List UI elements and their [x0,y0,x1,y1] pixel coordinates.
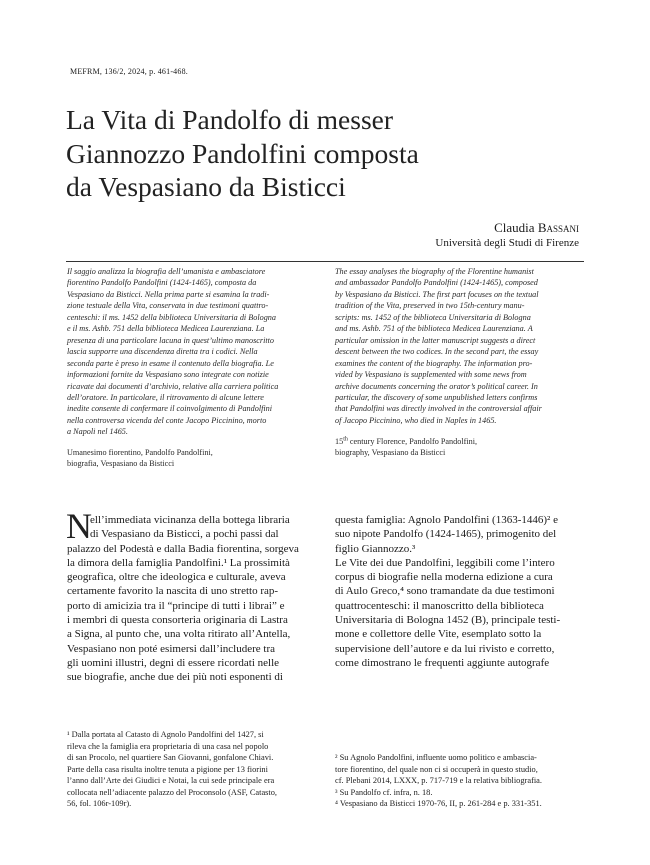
keyword-line: 15th century Florence, Pandolfo Pandolfini, [335,436,478,446]
body-line: Universitaria di Bologna 1452 (B), principale testi- [335,614,561,627]
footnote-line: tore fiorentino, del quale non ci si occuperà in questo studio, [335,764,538,774]
abstract-line: nella controversa vicenda del conte Jacopo Piccinino, morto [67,415,267,425]
author-affiliation: Università degli Studi di Firenze [435,237,579,249]
article-title [66,103,586,204]
abstract-line: of Jacopo Piccinino, who died in Naples in 1465. [335,415,497,425]
drop-cap: N [66,506,92,546]
abstract-line: e il ms. Ashb. 751 della biblioteca Medicea Laurenziana. La [67,324,265,334]
keyword-line: biography, Vespasiano da Bisticci [335,448,446,458]
body-line: geografica, oltre che ideologica e culturale, aveva [67,571,286,584]
abstract-line: and ambassador Pandolfo Pandolfini (1424-1465), composed [335,278,538,288]
body-line: palazzo del Podestà e dalla Badia fiorentina, sorgeva [67,542,299,555]
abstract-line: Vespasiano da Bisticci. Nella prima parte si esamina la tradi- [67,289,270,299]
body-line: a Signa, al punto che, una volta ritirato all’Antella, [67,628,291,641]
body-line: quattrocenteschi: il manoscritto della biblioteca [335,599,544,612]
abstract-line: Il saggio analizza la biografia dell’umanista e ambasciatore [67,267,266,276]
body-line: i membri di questa consorteria originaria di Lastra [67,614,288,627]
body-line: gli uomini illustri, degni di essere ricordati nelle [67,656,280,669]
abstract-italian [67,266,313,438]
abstract-line: particular omission in the latter manuscript suggests a direct [335,335,536,345]
body-line: suo nipote Pandolfo (1424-1465), primogenito del [335,528,557,541]
footnote-line: di san Procolo, nel quartiere San Giovanni, gonfalone Chiavi. [67,753,274,762]
abstract-line: that Pandolfini was directly involved in the controversial affair [335,404,542,414]
abstract-line: dell’oratore. In particolare, il ritrovamento di alcune lettere [67,392,264,402]
footnote-line: cf. Plebani 2014, LXXX, p. 717-719 e la relativa bibliografia. [335,776,542,785]
abstract-line: The essay analyses the biography of the Florentine humanist [335,267,534,276]
abstract-line: informazioni fornite da Vespasiano sono integrate con notizie [67,370,269,380]
body-line: porto di amicizia tra il “principe di tutti i librai” e [67,599,285,612]
abstract-line: seconda parte è preso in esame il contenuto della biografia. Le [67,358,274,368]
keyword-line: biografia, Vespasiano da Bisticci [67,459,175,469]
abstract-line: vided by Vespasiano is supplemented with some news from [335,370,527,380]
abstract-line: zione testuale della Vita, conservata in due testimoni quattro- [67,301,269,311]
abstract-line: and ms. Ashb. 751 of the biblioteca Medicea Laurenziana. A [335,324,533,334]
author-name [435,219,579,236]
body-line: ell’immediata vicinanza della bottega libraria [90,514,290,526]
body-line: questa famiglia: Agnolo Pandolfini (1363-1446)² e [335,514,558,526]
body-line: sue biografie, anche due dei più noti esponenti di [67,671,283,684]
abstract-line: by Vespasiano da Bisticci. The first part focuses on the textual [335,289,539,299]
footnote-line: collocata nell’adiacente palazzo del Proconsolo (ASF, Catasto, [67,787,278,797]
keyword-line: Umanesimo fiorentino, Pandolfo Pandolfini, [67,448,213,457]
body-line: mone e collettore delle Vite, esemplato sotto la [335,628,542,641]
abstract-english [335,266,581,426]
abstract-line: examines the content of the biography. The information pro- [335,358,533,368]
abstract-line: particular, the discovery of some unpublished letters confirms [335,392,538,402]
body-line: di Vespasiano da Bisticci, a pochi passi dal [90,528,279,541]
author-block [435,219,579,251]
body-line: corpus di biografie nella moderna edizione a cura [335,571,553,584]
abstract-line: descent between the two codices. In the second part, the essay [335,347,539,357]
footnote-line: ⁴ Vespasiano da Bisticci 1970-76, II, p. 261-284 e p. 331-351. [335,799,542,808]
abstract-line: fiorentino Pandolfo Pandolfini (1424-1465), composta da [67,278,257,288]
title-line: da Vespasiano da Bisticci [66,171,346,202]
abstract-line: presenza di una particolare lacuna in quest’ultimo manoscritto [67,335,275,345]
abstract-line: ricavate dai documenti d’archivio, relative alla carriera politica [67,381,279,391]
body-line: di Aulo Greco,⁴ sono tramandate da due testimoni [335,585,555,598]
body-text-left-indented [90,513,290,542]
footnote-line: ¹ Dalla portata al Catasto di Agnolo Pandolfini del 1427, si [67,730,264,739]
running-header: MEFRM, 136/2, 2024, p. 461-468. [70,67,188,76]
footnote-line: l’anno dall’Arte dei Giudici e Notai, la cui sede principale era [67,776,275,785]
body-line: Le Vite dei due Pandolfini, leggibili come l’intero [335,556,555,569]
keywords-italian [67,447,313,470]
footnotes-left [67,729,277,810]
abstract-line: scripts: ms. 1452 of the biblioteca Universitaria di Bologna [335,312,531,322]
footnote-line: Parte della casa risulta inoltre tenuta a pigione per 13 fiorini [67,764,268,774]
title-line: La Vita di Pandolfo di messer [66,104,394,135]
body-line: supervisione dell’autore e da lui rivisto e corretto, [335,642,555,655]
footnote-line: 56, fol. 106r-109r). [67,799,132,808]
divider [66,261,584,262]
abstract-line: centeschi: il ms. 1452 della biblioteca Universitaria di Bologna [67,312,276,322]
title-line: Giannozzo Pandolfini composta [66,137,419,169]
footnote-line: rileva che la famiglia era proprietaria di una casa nel popolo [67,741,269,751]
keywords-english [335,436,581,459]
body-line: la dimora della famiglia Pandolfini.¹ La prossimità [67,556,290,569]
abstract-line: inedite consente di confermare il coinvolgimento di Pandolfini [67,404,273,414]
footnotes-right [335,752,542,810]
author-first-name: Claudia [494,220,538,235]
abstract-line: tradition of the Vita, preserved in two 15th-century manu- [335,301,525,311]
footnote-line: ² Su Agnolo Pandolfini, influente uomo politico e ambascia- [335,753,537,762]
body-line: Vespasiano non poté esimersi dall’includere tra [67,642,276,655]
author-last-name: Bassani [537,220,579,235]
abstract-line: archive documents concerning the orator’s political career. In [335,381,538,391]
abstract-line: lascia supporre una discendenza diretta tra i codici. Nella [67,347,258,357]
body-line: come dimostrano le frequenti aggiunte autografe [335,656,550,669]
body-text-right [335,513,560,670]
body-line: certamente favorito la nascita di uno stretto rap- [67,585,279,598]
abstract-line: a Napoli nel 1465. [67,427,128,437]
footnote-line: ³ Su Pandolfo cf. infra, n. 18. [335,787,433,797]
body-line: figlio Giannozzo.³ [335,542,416,555]
body-text-left [67,542,299,685]
